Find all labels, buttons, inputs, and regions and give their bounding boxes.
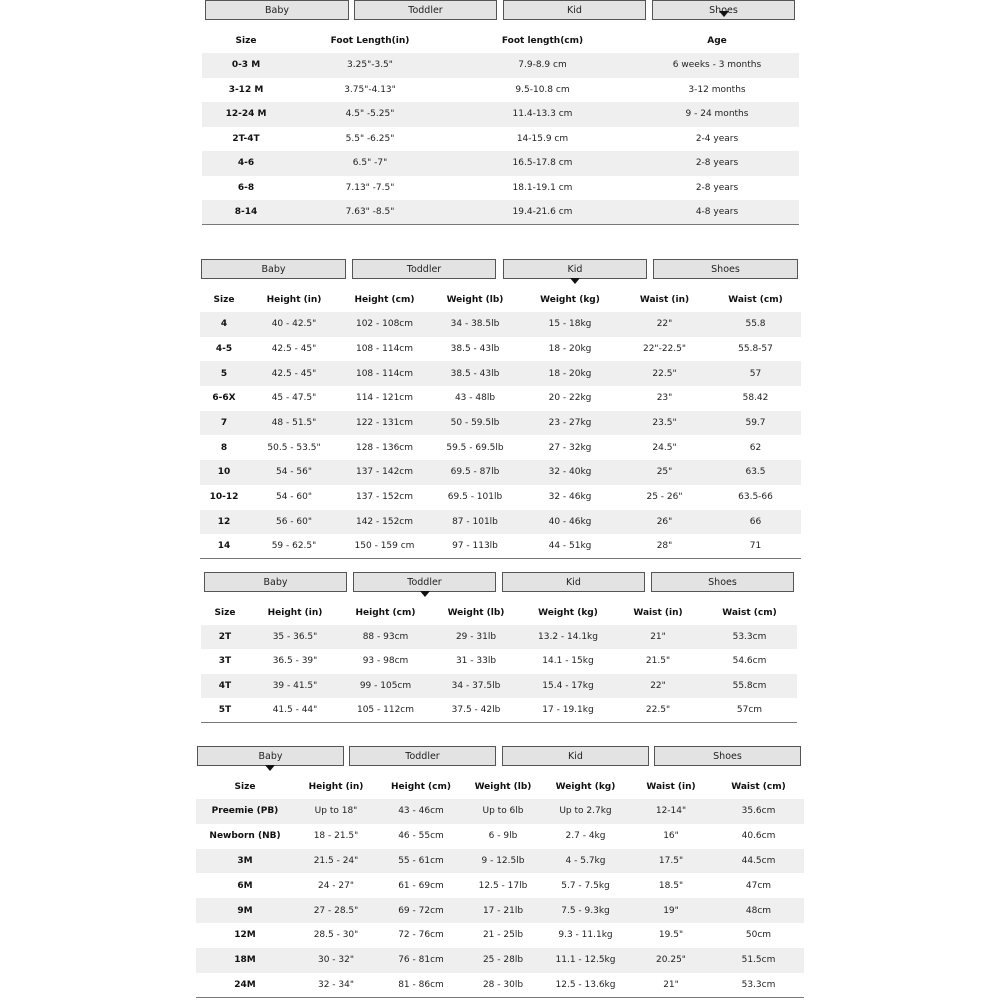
value-cell: 51.5cm <box>713 948 804 973</box>
header-height-cm: Height (cm) <box>354 294 415 305</box>
size-cell: 14 <box>200 534 248 559</box>
value-cell: 50.5 - 53.5" <box>267 442 321 453</box>
value-cell: Up to 6lb <box>464 799 542 824</box>
value-cell: 32 - 34" <box>294 973 378 998</box>
size-cell: 10 <box>200 460 248 485</box>
value-cell: 58.42 <box>742 393 769 404</box>
value-cell: 18.5" <box>658 880 684 891</box>
table-row <box>196 873 804 898</box>
value-cell: 41.5 - 44" <box>249 698 341 722</box>
value-cell: 38.5 - 43lb <box>429 361 521 386</box>
size-cell: 4-5 <box>215 344 233 355</box>
table-row <box>196 799 804 824</box>
header-weight-lb: Weight (lb) <box>447 607 505 618</box>
value-cell: 3-12 months <box>688 84 746 95</box>
value-cell: 11.1 - 12.5kg <box>542 948 629 973</box>
value-cell: 81 - 86cm <box>378 973 464 998</box>
value-cell: 21 - 25lb <box>482 930 524 941</box>
value-cell: 36.5 - 39" <box>272 656 318 667</box>
value-cell: 15 - 18kg <box>521 312 619 337</box>
value-cell: 7.5 - 9.3kg <box>542 898 629 923</box>
value-cell: 42.5 - 45" <box>271 344 317 355</box>
value-cell: 21" <box>614 625 702 649</box>
value-cell: 17.5" <box>629 849 713 874</box>
value-cell: 43 - 46cm <box>378 799 464 824</box>
header-size: Size <box>214 607 236 618</box>
value-cell: 18 - 20kg <box>548 344 592 355</box>
value-cell: 6.5" -7" <box>290 151 450 176</box>
value-cell: 50 - 59.5lb <box>429 411 521 436</box>
value-cell: 88 - 93cm <box>341 625 430 649</box>
value-cell: 114 - 121cm <box>355 393 414 404</box>
value-cell: 93 - 98cm <box>362 656 409 667</box>
value-cell: 4-8 years <box>635 200 799 225</box>
value-cell: 20 - 22kg <box>548 393 592 404</box>
value-cell: 21.5 - 24" <box>294 849 378 874</box>
header-size: Size <box>213 294 235 305</box>
value-cell: 54 - 56" <box>248 460 340 485</box>
size-cell: 2T-4T <box>232 133 260 144</box>
value-cell: 27 - 28.5" <box>294 898 378 923</box>
tab-shoes-label: Shoes <box>709 4 738 16</box>
size-cell: 0-3 M <box>202 53 290 78</box>
value-cell: 2-8 years <box>635 151 799 176</box>
value-cell: 12.5 - 13.6kg <box>542 973 629 998</box>
value-cell: 62 <box>749 442 762 453</box>
value-cell: 2-4 years <box>695 133 739 144</box>
header-size: Size <box>235 35 257 46</box>
size-cell: 18M <box>196 948 294 973</box>
value-cell: 57 <box>710 361 801 386</box>
value-cell: 55.8 <box>710 312 801 337</box>
table-row <box>196 973 804 998</box>
value-cell: 6 - 9lb <box>488 831 518 842</box>
tab-shoes[interactable]: Shoes <box>651 572 794 592</box>
size-cell: 5T <box>201 698 249 722</box>
value-cell: 17 - 19.1kg <box>522 698 614 722</box>
value-cell: 61 - 69cm <box>398 880 444 891</box>
value-cell: 16" <box>663 831 679 842</box>
size-cell: 7 <box>200 411 248 436</box>
value-cell: 25 - 26" <box>646 492 683 503</box>
value-cell: 142 - 152cm <box>340 510 429 535</box>
value-cell: 12-14" <box>629 799 713 824</box>
table-row <box>196 923 804 948</box>
value-cell: 23.5" <box>619 411 710 436</box>
value-cell: 30 - 32" <box>294 948 378 973</box>
size-cell: 12-24 M <box>202 102 290 127</box>
value-cell: 19" <box>629 898 713 923</box>
value-cell: 48 - 51.5" <box>248 411 340 436</box>
table-row <box>196 824 804 849</box>
table-row <box>196 849 804 874</box>
value-cell: 53.3cm <box>702 625 797 649</box>
value-cell: 44 - 51kg <box>521 534 619 559</box>
value-cell: 45 - 47.5" <box>271 393 317 404</box>
value-cell: 18.1-19.1 cm <box>512 182 573 193</box>
value-cell: 59.7 <box>710 411 801 436</box>
size-cell: 5 <box>200 361 248 386</box>
value-cell: 122 - 131cm <box>340 411 429 436</box>
value-cell: 6 weeks - 3 months <box>635 53 799 78</box>
header-waist-cm: Waist (cm) <box>722 607 777 618</box>
size-cell: 4T <box>201 674 249 698</box>
value-cell: 39 - 41.5" <box>249 674 341 698</box>
header-height-in: Height (in) <box>266 294 322 305</box>
value-cell: 9 - 12.5lb <box>464 849 542 874</box>
value-cell: 20.25" <box>629 948 713 973</box>
value-cell: 42.5 - 45" <box>248 361 340 386</box>
value-cell: 72 - 76cm <box>398 930 444 941</box>
size-cell: Preemie (PB) <box>196 799 294 824</box>
size-cell: 12M <box>234 930 256 941</box>
size-cell: 6-8 <box>237 182 255 193</box>
value-cell: 32 - 40kg <box>521 460 619 485</box>
value-cell: 18 - 20kg <box>521 361 619 386</box>
header-age: Age <box>707 35 727 46</box>
value-cell: 53.3cm <box>713 973 804 998</box>
header-height-in: Height (in) <box>308 781 364 792</box>
value-cell: 59.5 - 69.5lb <box>446 442 504 453</box>
value-cell: 105 - 112cm <box>341 698 430 722</box>
value-cell: 55 - 61cm <box>378 849 464 874</box>
value-cell: 9 - 24 months <box>635 102 799 127</box>
header-waist-in: Waist (in) <box>633 607 683 618</box>
baby-size-table <box>196 774 804 998</box>
tab-baby[interactable]: Baby <box>197 746 344 766</box>
value-cell: 34 - 37.5lb <box>430 674 522 698</box>
value-cell: 12.5 - 17lb <box>478 880 528 891</box>
value-cell: 35 - 36.5" <box>249 625 341 649</box>
tab-kid[interactable]: Kid <box>502 746 649 766</box>
value-cell: Up to 2.7kg <box>542 799 629 824</box>
value-cell: 25 - 28lb <box>464 948 542 973</box>
header-foot-length-cm: Foot length(cm) <box>501 35 584 46</box>
value-cell: 18 - 21.5" <box>313 831 359 842</box>
value-cell: 25" <box>619 460 710 485</box>
table-row <box>196 948 804 973</box>
value-cell: 23 - 27kg <box>521 411 619 436</box>
value-cell: 31 - 33lb <box>455 656 497 667</box>
value-cell: 63.5-66 <box>738 492 773 503</box>
value-cell: 50cm <box>745 930 772 941</box>
value-cell: 66 <box>710 510 801 535</box>
header-weight-kg: Weight (kg) <box>538 607 598 618</box>
value-cell: 27 - 32kg <box>548 442 592 453</box>
size-cell: 12 <box>200 510 248 535</box>
value-cell: 3.75"-4.13" <box>344 84 396 95</box>
value-cell: 108 - 114cm <box>340 361 429 386</box>
value-cell: 63.5 <box>710 460 801 485</box>
size-cell: 6-6X <box>212 393 236 404</box>
value-cell: 54.6cm <box>732 656 767 667</box>
value-cell: 9.3 - 11.1kg <box>558 930 613 941</box>
value-cell: 46 - 55cm <box>398 831 444 842</box>
value-cell: 48cm <box>713 898 804 923</box>
size-cell: 4 <box>200 312 248 337</box>
value-cell: 40.6cm <box>741 831 776 842</box>
size-cell: 8-14 <box>202 200 290 225</box>
value-cell: 22" <box>614 674 702 698</box>
value-cell: 24.5" <box>652 442 677 453</box>
value-cell: 43 - 48lb <box>454 393 496 404</box>
value-cell: 35.6cm <box>713 799 804 824</box>
value-cell: 22.5" <box>619 361 710 386</box>
value-cell: 137 - 142cm <box>340 460 429 485</box>
size-cell: 3T <box>218 656 232 667</box>
tab-kid[interactable]: Kid <box>503 0 646 20</box>
value-cell: 19.5" <box>658 930 684 941</box>
value-cell: 56 - 60" <box>248 510 340 535</box>
header-weight-kg: Weight (kg) <box>540 294 600 305</box>
active-tab-indicator-icon <box>265 765 275 771</box>
value-cell: 19.4-21.6 cm <box>450 200 635 225</box>
value-cell: 137 - 152cm <box>355 492 414 503</box>
size-cell: 4-6 <box>202 151 290 176</box>
value-cell: 5.7 - 7.5kg <box>561 880 610 891</box>
header-height-cm: Height (cm) <box>355 607 416 618</box>
tab-baby[interactable]: Baby <box>204 572 347 592</box>
header-height-cm: Height (cm) <box>391 781 451 792</box>
tab-baby[interactable]: Baby <box>201 259 346 279</box>
value-cell: 59 - 62.5" <box>248 534 340 559</box>
value-cell: 47cm <box>745 880 772 891</box>
size-cell: 6M <box>237 880 253 891</box>
value-cell: 37.5 - 42lb <box>430 698 522 722</box>
value-cell: 4.5" -5.25" <box>290 102 450 127</box>
table-row <box>196 898 804 923</box>
tab-kid[interactable]: Kid <box>503 259 647 279</box>
value-cell: 29 - 31lb <box>430 625 522 649</box>
value-cell: 4 - 5.7kg <box>542 849 629 874</box>
value-cell: 76 - 81cm <box>378 948 464 973</box>
size-cell: 10-12 <box>209 492 239 503</box>
value-cell: 2.7 - 4kg <box>565 831 606 842</box>
value-cell: 13.2 - 14.1kg <box>522 625 614 649</box>
value-cell: 14.1 - 15kg <box>542 656 594 667</box>
header-waist-cm: Waist (cm) <box>731 781 786 792</box>
header-waist-cm: Waist (cm) <box>728 294 783 305</box>
header-weight-lb: Weight (lb) <box>474 781 532 792</box>
value-cell: 28" <box>619 534 710 559</box>
value-cell: 23" <box>656 393 673 404</box>
value-cell: 34 - 38.5lb <box>429 312 521 337</box>
header-waist-in: Waist (in) <box>639 294 690 305</box>
value-cell: 26" <box>619 510 710 535</box>
value-cell: 22"-22.5" <box>642 344 687 355</box>
size-cell: 8 <box>220 442 228 453</box>
value-cell: 28 - 30lb <box>464 973 542 998</box>
value-cell: 55.8cm <box>702 674 797 698</box>
tab-toddler[interactable]: Toddler <box>353 572 496 592</box>
value-cell: 2-8 years <box>695 182 739 193</box>
tab-kid[interactable]: Kid <box>502 572 645 592</box>
size-cell: 9M <box>196 898 294 923</box>
value-cell: 40 - 46kg <box>521 510 619 535</box>
tab-shoes[interactable]: Shoes <box>654 746 801 766</box>
tab-toddler[interactable]: Toddler <box>349 746 496 766</box>
tab-toddler[interactable]: Toddler <box>352 259 496 279</box>
value-cell: 16.5-17.8 cm <box>450 151 635 176</box>
value-cell: 71 <box>710 534 801 559</box>
tab-shoes[interactable]: Shoes <box>653 259 798 279</box>
value-cell: 7.13" -7.5" <box>345 182 395 193</box>
value-cell: 57cm <box>702 698 797 722</box>
value-cell: 44.5cm <box>713 849 804 874</box>
size-cell: 3M <box>196 849 294 874</box>
value-cell: 11.4-13.3 cm <box>450 102 635 127</box>
value-cell: 69.5 - 101lb <box>447 492 503 503</box>
value-cell: 9.5-10.8 cm <box>515 84 570 95</box>
value-cell: 15.4 - 17kg <box>522 674 614 698</box>
value-cell: 7.9-8.9 cm <box>450 53 635 78</box>
value-cell: 69.5 - 87lb <box>429 460 521 485</box>
value-cell: 17 - 21lb <box>464 898 542 923</box>
value-cell: 40 - 42.5" <box>248 312 340 337</box>
size-cell: Newborn (NB) <box>209 831 281 842</box>
size-cell: 24M <box>196 973 294 998</box>
value-cell: 3.25"-3.5" <box>290 53 450 78</box>
value-cell: 108 - 114cm <box>355 344 414 355</box>
value-cell: 21.5" <box>645 656 671 667</box>
value-cell: 22.5" <box>614 698 702 722</box>
value-cell: 21" <box>629 973 713 998</box>
value-cell: 128 - 136cm <box>355 442 414 453</box>
value-cell: 38.5 - 43lb <box>450 344 500 355</box>
value-cell: 28.5 - 30" <box>313 930 359 941</box>
header-weight-lb: Weight (lb) <box>446 294 504 305</box>
value-cell: Up to 18" <box>294 799 378 824</box>
value-cell: 32 - 46kg <box>548 492 592 503</box>
value-cell: 14-15.9 cm <box>516 133 569 144</box>
value-cell: 150 - 159 cm <box>340 534 429 559</box>
tab-toddler[interactable]: Toddler <box>354 0 497 20</box>
value-cell: 87 - 101lb <box>429 510 521 535</box>
value-cell: 7.63" -8.5" <box>290 200 450 225</box>
value-cell: 24 - 27" <box>317 880 354 891</box>
value-cell: 55.8-57 <box>738 344 773 355</box>
value-cell: 99 - 105cm <box>341 674 430 698</box>
value-cell: 69 - 72cm <box>378 898 464 923</box>
size-cell: 2T <box>201 625 249 649</box>
header-weight-kg: Weight (kg) <box>555 781 616 792</box>
value-cell: 97 - 113lb <box>429 534 521 559</box>
tab-baby[interactable]: Baby <box>205 0 349 20</box>
header-size: Size <box>234 781 256 792</box>
value-cell: 54 - 60" <box>275 492 312 503</box>
header-height-in: Height (in) <box>267 607 323 618</box>
value-cell: 102 - 108cm <box>340 312 429 337</box>
value-cell: 5.5" -6.25" <box>345 133 395 144</box>
header-foot-length-in: Foot Length(in) <box>330 35 410 46</box>
header-waist-in: Waist (in) <box>646 781 696 792</box>
value-cell: 22" <box>619 312 710 337</box>
size-cell: 3-12 M <box>228 84 264 95</box>
